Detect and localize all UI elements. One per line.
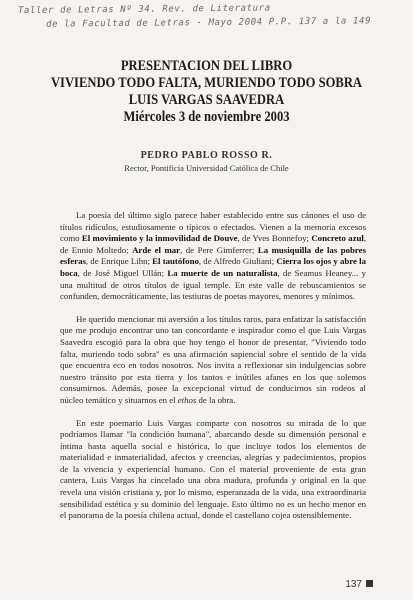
paragraph-1-text-a: La poesía del último siglo parece haber establecido entre sus cánones el uso de títulos ridículos, estudiosamente o típicos o efectados. Vienen a la memoria excesos como: [60, 210, 366, 244]
book-title-7: La muerte de un naturalista: [167, 267, 278, 278]
author-name: PEDRO PABLO ROSSO R.: [140, 150, 273, 161]
paragraph-1-text-h: , de José Miguel Ullán;: [77, 267, 168, 278]
book-title-1: El movimiento y la inmovilidad de Douve: [81, 233, 238, 244]
paragraph-1-text-e: , de Pere Gimferrer;: [180, 244, 258, 255]
handwritten-line-1: Taller de Letras Nº 34. Rev. de Literatura: [17, 3, 271, 17]
paragraph-1: [60, 210, 366, 303]
book-title-6: Cierra los ojos y abre la boca: [60, 256, 366, 278]
heading-line-2: VIVIENDO TODO FALTA, MURIENDO TODO SOBRA: [50, 75, 363, 91]
handwritten-citation-note: [18, 0, 408, 32]
book-title-3: Arde el mar: [132, 244, 181, 255]
page-number: [345, 579, 373, 590]
square-marker-icon: [366, 580, 373, 587]
author-block: [0, 150, 413, 173]
book-title-4: La musiquilla de las pobres esferas: [60, 244, 366, 267]
page-number-value: 137: [345, 579, 362, 590]
book-title-5: El tautófono: [152, 256, 199, 267]
paragraph-1-text-g: , de Alfredo Giuliani;: [198, 256, 277, 267]
heading-line-1: PRESENTACION DEL LIBRO: [120, 58, 293, 74]
paragraph-2: [60, 314, 366, 407]
paragraph-2-text-b: de la obra.: [196, 394, 236, 405]
paragraph-2-emphasis: ethos: [177, 394, 197, 405]
document-heading: [33, 58, 380, 126]
heading-line-4: Miércoles 3 de noviembre 2003: [123, 109, 290, 125]
body-text: [60, 210, 366, 533]
heading-line-3: LUIS VARGAS SAAVEDRA: [128, 92, 285, 108]
handwritten-line-2: de la Facultad de Letras - Mayo 2004 P.P. 137 a la 149: [46, 16, 372, 30]
author-role: Rector, Pontificia Universidad Católica de Chile: [124, 163, 289, 173]
paragraph-1-text-d: , de Ennio Moltedo;: [60, 233, 367, 255]
paragraph-1-text-i: , de Seamus Heaney... y una multitud de otros títulos de igual temple. En este valle de rebuscamientos se confunden, democráticamente, las testiuras de poetas mayores, menores y mínimos.: [60, 267, 366, 302]
paragraph-3: En este poemario Luis Vargas comparte con nosotros su mirada de lo que podríamos llamar "la condición humana", abarcando desde su dimensión personal e íntima hasta aquella social e histórica, lo que incluye todos los elementos de materialidad e inmaterialidad, afectos y creencias, alegrías y padecimientos, propios de la vivencia y experiencial humano. Con el material proveniente de esta gran cantera, Luis Vargas ha cincelado una obra madura, profunda y original en la que revela una visión cristiana y, por lo mismo, esperanzada de la vida, una extraordinaria sensibilidad estética y su dominio del lenguaje. Esto último no es un hecho menor en el panorama de la poesía chilena actual, donde el castellano cojea ostensiblemente.: [60, 417, 366, 521]
book-title-2: Concreto azul: [311, 233, 364, 244]
paragraph-1-text-c: , de Yves Bonnefoy;: [237, 233, 312, 244]
paragraph-1-text-f: , de Enrique Lihn;: [85, 256, 153, 267]
paragraph-2-text-a: He querido mencionar mi aversión a los títulos raros, para enfatizar la satisfacción que me produjo encontrar uno tan concordante e inspirador como el que Luis Vargas Saavedra escogió para la obra que hoy tengo el honor de presentar. "Viviendo todo falta, muriendo todo sobra" es una afirmación sapiencial sobre el sentido de la vida que encuentra eco en todos nosotros. Nos invita a reflexionar sin indulgencias sobre nuestro tránsito por esta tierra y los tantos e inútiles afanes en los que solemos consumirnos. Además, posee la excepcional virtud de conducirnos sin rodeos al núcleo temático y situarnos en el: [60, 313, 366, 405]
